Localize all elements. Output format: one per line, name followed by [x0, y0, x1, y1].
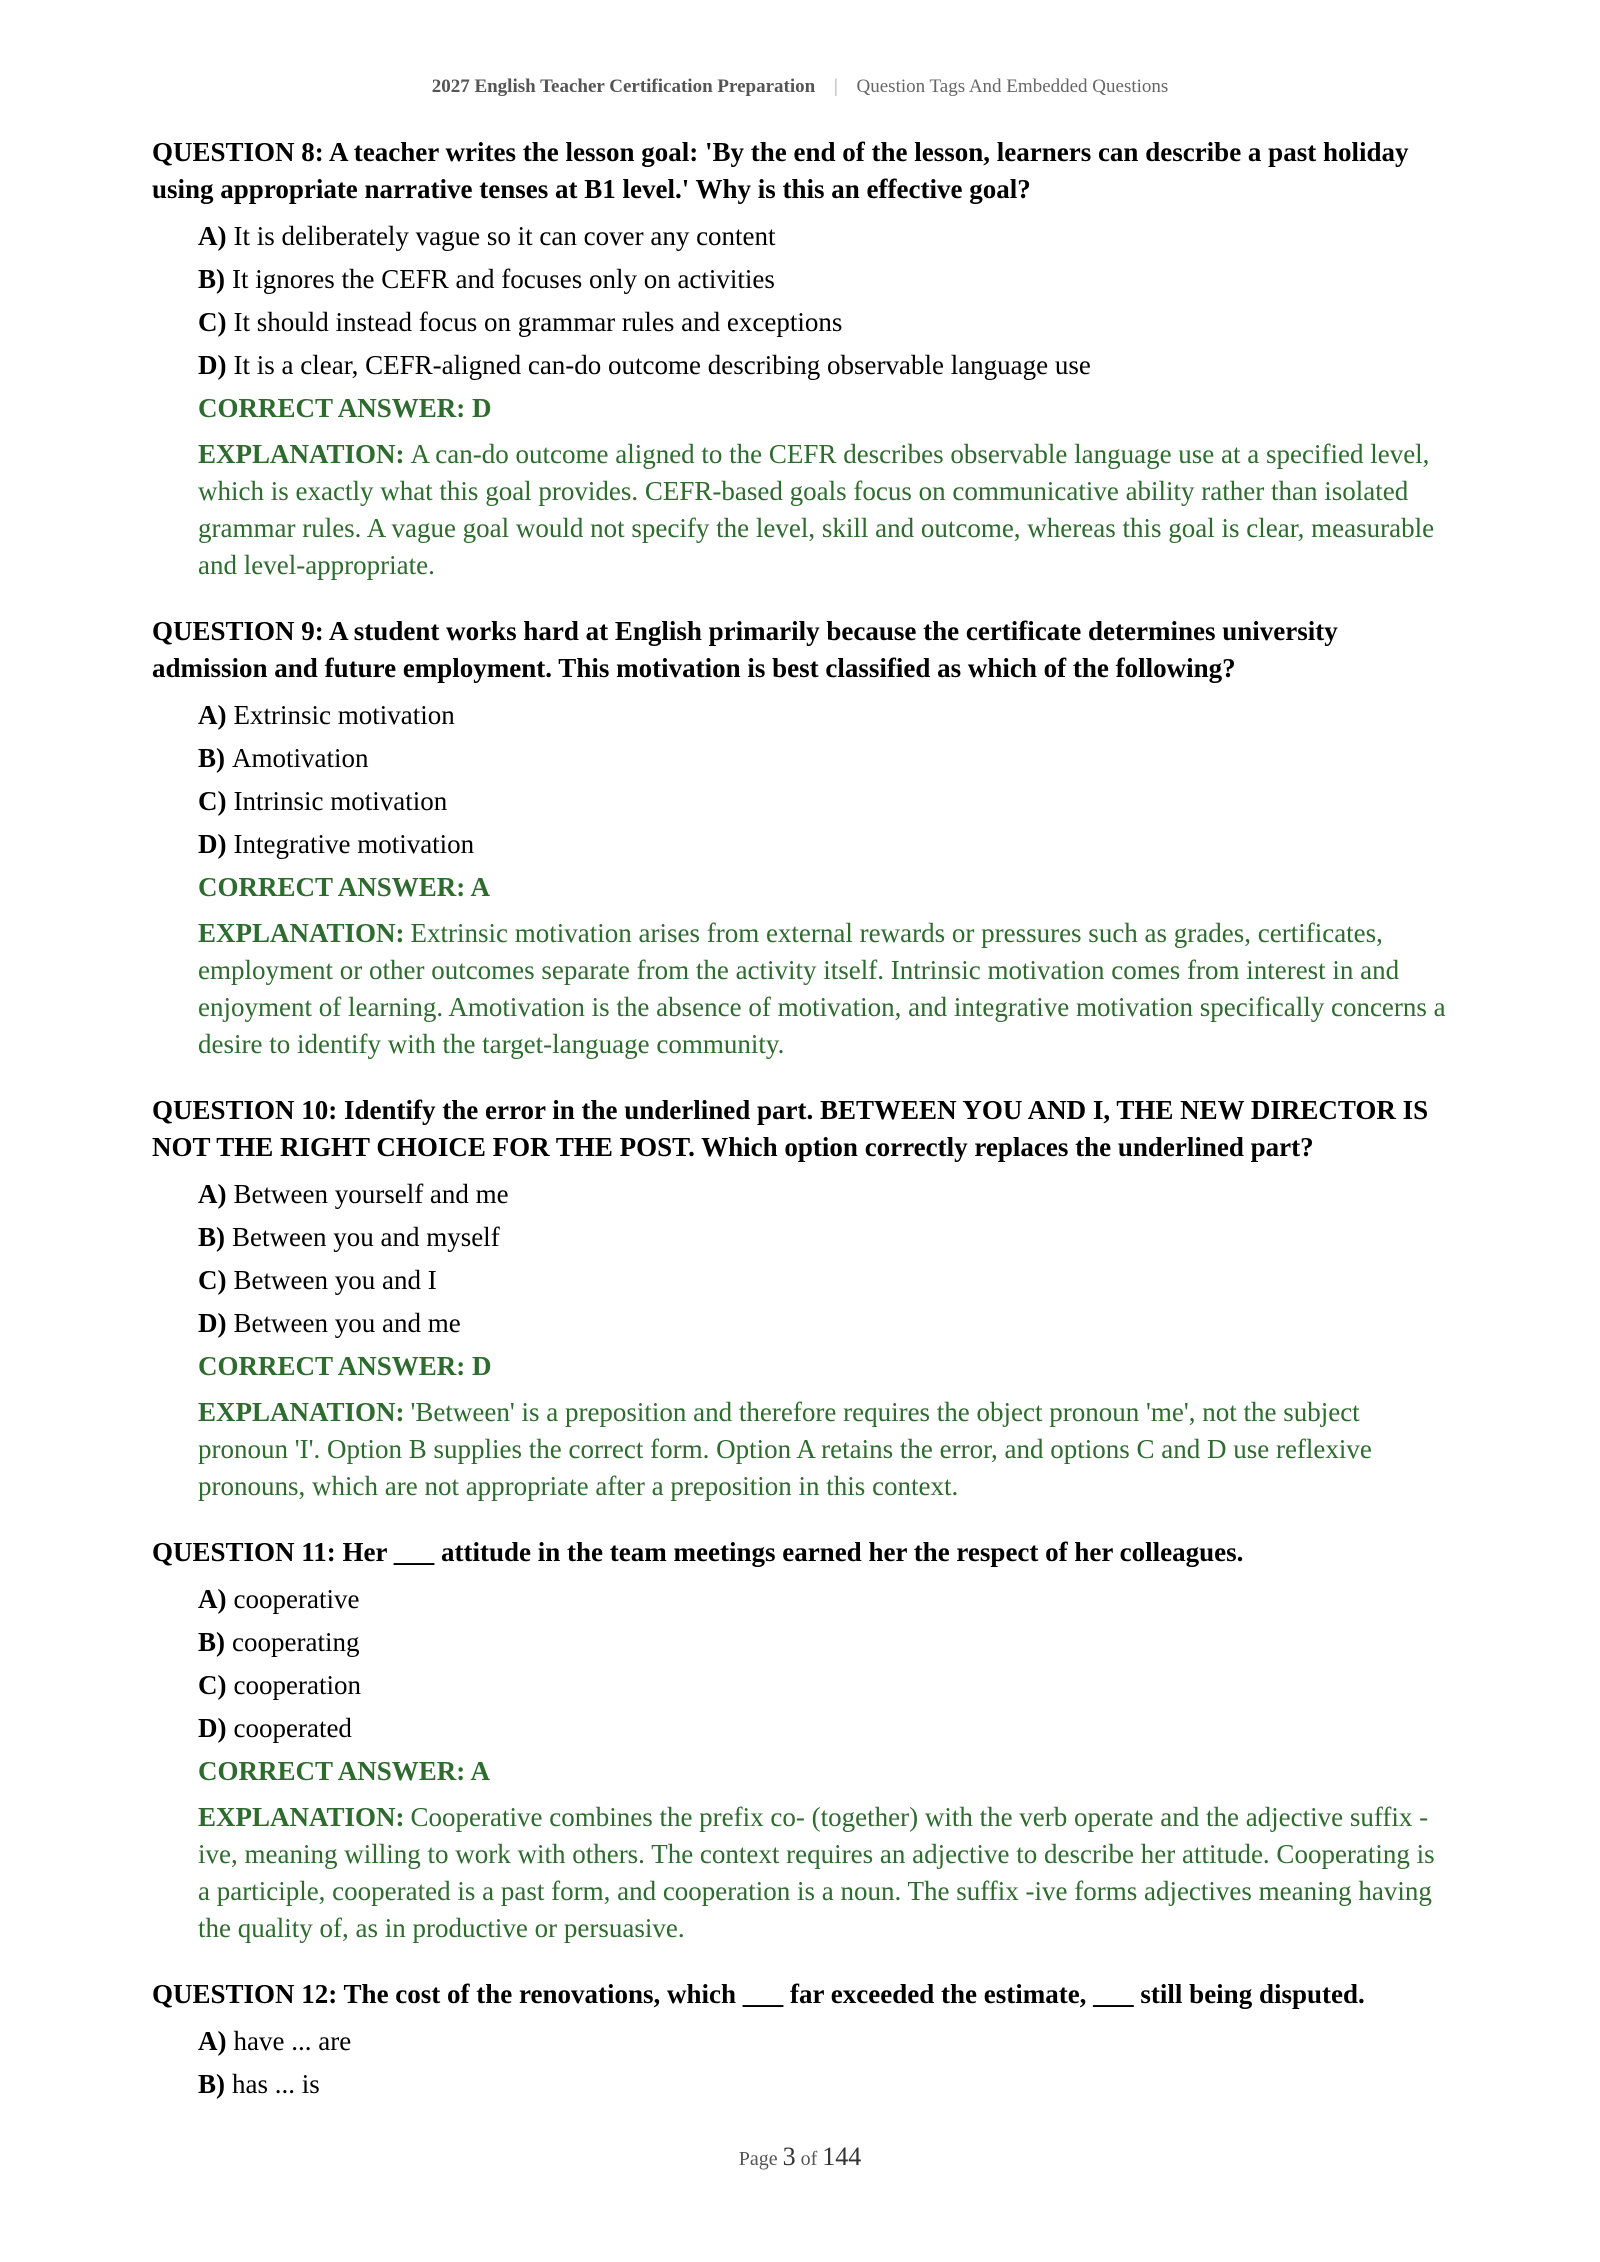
explanation-text: Extrinsic motivation arises from external rewards or pressures such as grades, certificates, employment or other outcomes separate from the activity itself. Intrinsic motivation comes from interest in and enjoyment of learning. Amotivation is the absence of motivation, and integrative motivation specifically concerns a desire to identify with the target-language community.: [198, 918, 1446, 1059]
explanation: [198, 436, 1448, 584]
explanation-label: EXPLANATION:: [198, 1397, 405, 1427]
option-c: [198, 301, 1452, 344]
options-list: [198, 1173, 1452, 1345]
option-letter: B): [198, 1627, 225, 1657]
option-letter: B): [198, 264, 225, 294]
question-12: [152, 1976, 1452, 2106]
option-text: Between you and me: [233, 1308, 461, 1338]
page-word: Page: [738, 2148, 778, 2170]
option-letter: B): [198, 743, 225, 773]
page-number: 3: [782, 2142, 796, 2171]
option-text: It is a clear, CEFR-aligned can-do outcome describing observable language use: [233, 350, 1091, 380]
option-a: [198, 2020, 1452, 2063]
explanation-label: EXPLANATION:: [198, 918, 405, 948]
question-stem: QUESTION 11: Her ___ attitude in the team meetings earned her the respect of her colleagues.: [152, 1537, 1244, 1567]
option-text: Between yourself and me: [233, 1179, 509, 1209]
question-10: [152, 1092, 1452, 1505]
option-text: have ... are: [233, 2026, 352, 2056]
header-title: 2027 English Teacher Certification Preparation: [431, 76, 816, 97]
option-letter: B): [198, 1222, 225, 1252]
question-stem: QUESTION 9: A student works hard at English primarily because the certificate determines university admission and future employment. This motivation is best classified as which of the following?: [152, 616, 1338, 683]
option-d: [198, 344, 1452, 387]
explanation-text: A can-do outcome aligned to the CEFR describes observable language use at a specified level, which is exactly what this goal provides. CEFR-based goals focus on communicative ability rather than isolated grammar rules. A vague goal would not specify the level, skill and outcome, whereas this goal is clear, measurable and level-appropriate.: [198, 439, 1435, 580]
correct-answer: CORRECT ANSWER: A: [198, 872, 491, 902]
option-b: [198, 1621, 1452, 1664]
options-list: [198, 215, 1452, 387]
question-11: [152, 1534, 1452, 1947]
option-text: cooperated: [233, 1713, 352, 1743]
option-text: Between you and myself: [232, 1222, 500, 1252]
option-d: [198, 1707, 1452, 1750]
option-text: has ... is: [232, 2069, 320, 2099]
question-stem: QUESTION 8: A teacher writes the lesson goal: 'By the end of the lesson, learners can describe a past holiday using appropriate narrative tenses at B1 level.' Why is this an effective goal?: [152, 137, 1409, 204]
header-separator: |: [833, 76, 838, 97]
option-letter: B): [198, 2069, 225, 2099]
options-list: [198, 694, 1452, 866]
explanation: [198, 1799, 1448, 1947]
option-letter: A): [198, 700, 227, 730]
option-b: [198, 737, 1452, 780]
option-text: It is deliberately vague so it can cover any content: [233, 221, 776, 251]
option-d: [198, 823, 1452, 866]
total-pages: 144: [822, 2142, 862, 2171]
option-letter: D): [198, 350, 227, 380]
correct-answer: CORRECT ANSWER: D: [198, 1351, 492, 1381]
option-letter: C): [198, 1265, 227, 1295]
option-letter: D): [198, 829, 227, 859]
option-text: Intrinsic motivation: [233, 786, 448, 816]
explanation-text: Cooperative combines the prefix co- (together) with the verb operate and the adjective suffix -ive, meaning willing to work with others. The context requires an adjective to describe her attitude. Cooperating is a participle, cooperated is a past form, and cooperation is a noun. The suffix -ive forms adjectives meaning having the quality of, as in productive or persuasive.: [198, 1802, 1435, 1943]
option-letter: D): [198, 1308, 227, 1338]
option-letter: D): [198, 1713, 227, 1743]
option-letter: A): [198, 1179, 227, 1209]
of-word: of: [800, 2148, 818, 2170]
option-letter: C): [198, 307, 227, 337]
option-a: [198, 215, 1452, 258]
explanation-text: 'Between' is a preposition and therefore requires the object pronoun 'me', not the subject pronoun 'I'. Option B supplies the correct form. Option A retains the error, and options C and D use reflexive pronouns, which are not appropriate after a preposition in this context.: [198, 1397, 1372, 1501]
option-letter: C): [198, 1670, 227, 1700]
option-d: [198, 1302, 1452, 1345]
option-text: cooperating: [232, 1627, 360, 1657]
option-b: [198, 2063, 1452, 2106]
explanation: [198, 915, 1448, 1063]
option-text: cooperation: [233, 1670, 361, 1700]
option-letter: C): [198, 786, 227, 816]
option-text: Amotivation: [232, 743, 369, 773]
question-stem: QUESTION 12: The cost of the renovations, which ___ far exceeded the estimate, ___ still being disputed.: [152, 1979, 1365, 2009]
page-header: [0, 76, 1600, 98]
option-letter: A): [198, 2026, 227, 2056]
option-a: [198, 1173, 1452, 1216]
question-9: [152, 613, 1452, 1063]
option-b: [198, 1216, 1452, 1259]
option-text: Integrative motivation: [233, 829, 475, 859]
header-section: Question Tags And Embedded Questions: [856, 76, 1169, 97]
option-c: [198, 780, 1452, 823]
option-b: [198, 258, 1452, 301]
explanation-label: EXPLANATION:: [198, 439, 405, 469]
correct-answer: CORRECT ANSWER: A: [198, 1756, 491, 1786]
option-text: It ignores the CEFR and focuses only on activities: [232, 264, 775, 294]
explanation-label: EXPLANATION:: [198, 1802, 405, 1832]
option-c: [198, 1664, 1452, 1707]
questions-list: [152, 134, 1452, 2135]
option-a: [198, 1578, 1452, 1621]
question-stem: QUESTION 10: Identify the error in the underlined part. BETWEEN YOU AND I, THE NEW DIRECTOR IS NOT THE RIGHT CHOICE FOR THE POST. Which option correctly replaces the underlined part?: [152, 1095, 1429, 1162]
options-list: [198, 2020, 1452, 2106]
option-letter: A): [198, 1584, 227, 1614]
explanation: [198, 1394, 1448, 1505]
option-text: Extrinsic motivation: [233, 700, 455, 730]
option-letter: A): [198, 221, 227, 251]
page-footer: [0, 2142, 1600, 2172]
option-text: It should instead focus on grammar rules and exceptions: [233, 307, 843, 337]
option-c: [198, 1259, 1452, 1302]
option-a: [198, 694, 1452, 737]
correct-answer: CORRECT ANSWER: D: [198, 393, 492, 423]
option-text: cooperative: [233, 1584, 360, 1614]
option-text: Between you and I: [233, 1265, 437, 1295]
question-8: [152, 134, 1452, 584]
options-list: [198, 1578, 1452, 1750]
